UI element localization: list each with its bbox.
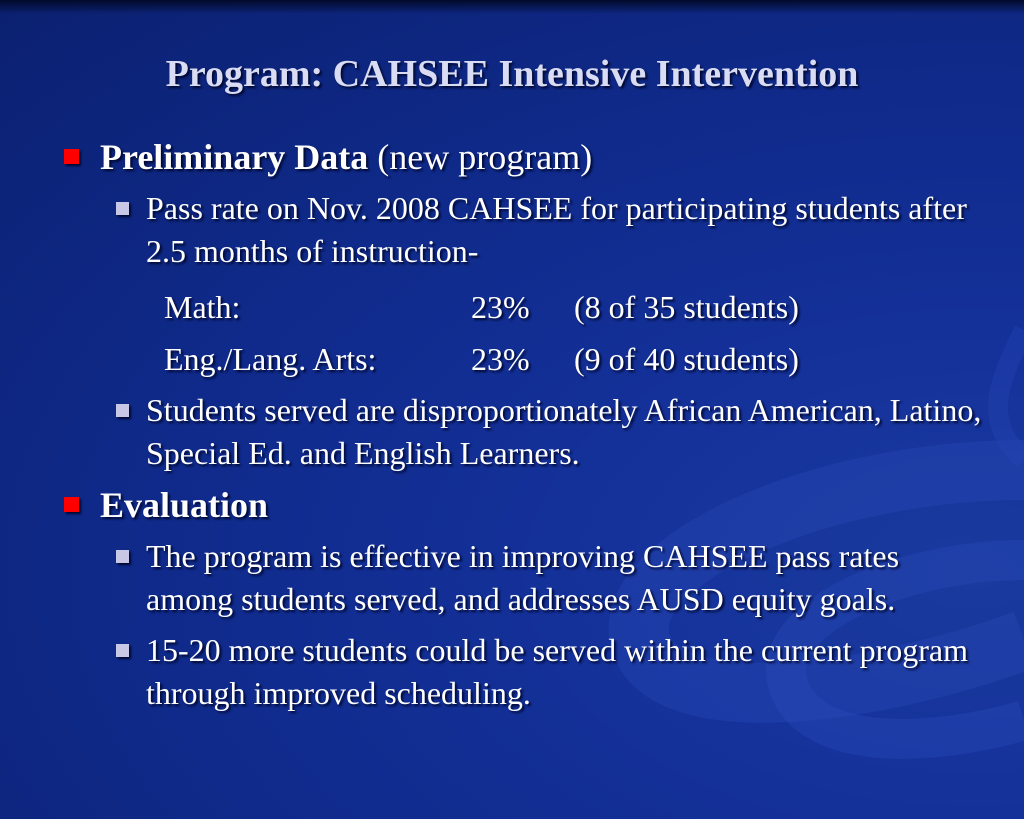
slide-title: Program: CAHSEE Intensive Intervention <box>165 53 859 95</box>
list-item-text: The program is effective in improving CAHSEE pass rates among students served, and addresses AUSD equity goals. <box>146 538 900 617</box>
list-item-demographics <box>146 389 992 475</box>
list-item-pass-rate <box>146 187 992 273</box>
list-item-text: 15-20 more students could be served within the current program through improved scheduling. <box>146 632 968 711</box>
list-item-text: Students served are disproportionately African American, Latino, Special Ed. and English Learners. <box>146 392 982 471</box>
result-label: Eng./Lang. Arts: <box>164 341 377 377</box>
result-row-math <box>164 281 992 333</box>
section-heading-strong: Preliminary Data <box>100 137 369 177</box>
lavender-square-bullet-icon <box>116 644 129 657</box>
slide-content <box>62 135 992 723</box>
lavender-square-bullet-icon <box>116 202 129 215</box>
result-count: (8 of 35 students) <box>574 289 799 325</box>
red-square-bullet-icon <box>64 149 79 164</box>
list-item-text: Pass rate on Nov. 2008 CAHSEE for participating students after 2.5 months of instruction- <box>146 190 967 269</box>
result-label: Math: <box>164 289 241 325</box>
result-rate: 23% <box>471 289 530 325</box>
section-heading-note: (new program) <box>368 137 593 177</box>
lavender-square-bullet-icon <box>116 550 129 563</box>
red-square-bullet-icon <box>64 497 79 512</box>
section-heading-strong: Evaluation <box>100 485 269 525</box>
result-rate: 23% <box>471 341 530 377</box>
section-evaluation <box>62 483 992 527</box>
section-preliminary-data <box>62 135 992 179</box>
top-dark-band <box>0 0 1024 14</box>
list-item-capacity <box>146 629 992 715</box>
result-row-ela <box>164 333 992 385</box>
list-item-effectiveness <box>146 535 992 621</box>
lavender-square-bullet-icon <box>116 404 129 417</box>
result-count: (9 of 40 students) <box>574 341 799 377</box>
